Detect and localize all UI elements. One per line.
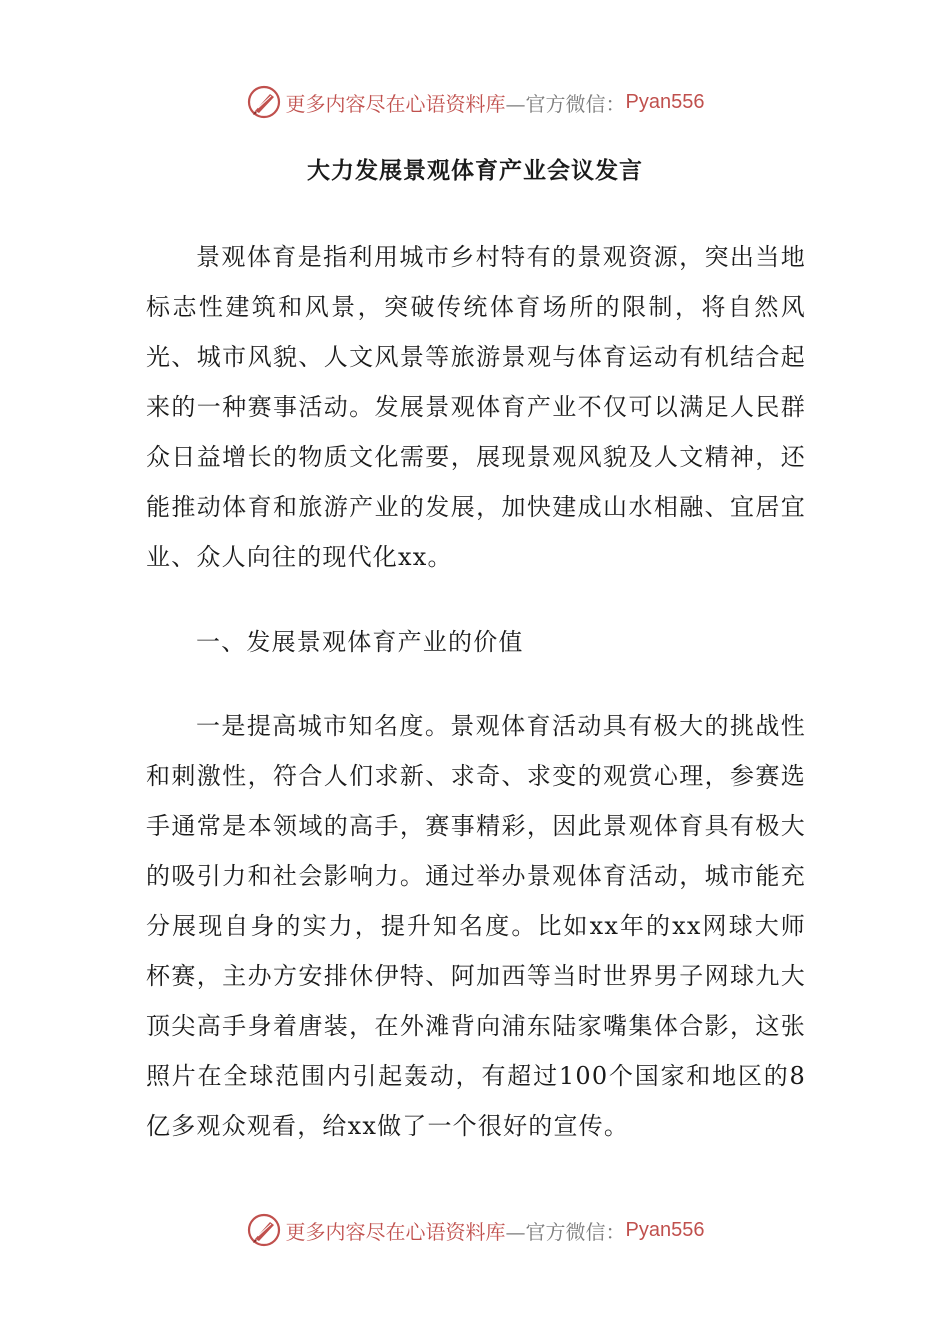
section-heading-1: 一、发展景观体育产业的价值 bbox=[196, 628, 524, 656]
document-title: 大力发展景观体育产业会议发言 bbox=[307, 157, 643, 184]
pen-feather-icon bbox=[246, 1212, 282, 1248]
banner-wechat-handle: Pyan556 bbox=[625, 1218, 705, 1241]
paragraph-city-fame: 一是提高城市知名度。景观体育活动具有极大的挑战性和刺激性，符合人们求新、求奇、求变的观赏心理，参赛选手通常是本领域的高手，赛事精彩，因此景观体育具有极大的吸引力和社会影响力。通过举办景观体育活动，城市能充分展现自身的实力，提升知名度。比如xx年的xx网球大师杯赛，主办方安排休伊特、阿加西等当时世界男子网球九大顶尖高手身着唐装，在外滩背向浦东陆家嘴集体合影，这张照片在全球范围内引起轰动，有超过100个国家和地区的8亿多观众观看，给xx做了一个很好的宣传。 bbox=[146, 712, 806, 1140]
footer-banner bbox=[0, 1210, 950, 1250]
pen-feather-icon bbox=[246, 84, 282, 120]
banner-wechat-handle: Pyan556 bbox=[625, 90, 705, 113]
banner-wechat-label: —官方微信： bbox=[505, 91, 626, 116]
banner-brand-text: 更多内容尽在心语资料库 bbox=[285, 91, 506, 116]
header-banner bbox=[0, 82, 950, 122]
banner-brand-text: 更多内容尽在心语资料库 bbox=[285, 1219, 506, 1244]
banner-wechat-label: —官方微信： bbox=[505, 1219, 626, 1244]
paragraph-intro: 景观体育是指利用城市乡村特有的景观资源，突出当地标志性建筑和风景，突破传统体育场所的限制，将自然风光、城市风貌、人文风景等旅游景观与体育运动有机结合起来的一种赛事活动。发展景观体育产业不仅可以满足人民群众日益增长的物质文化需要，展现景观风貌及人文精神，还能推动体育和旅游产业的发展，加快建成山水相融、宜居宜业、众人向往的现代化xx。 bbox=[146, 243, 806, 571]
